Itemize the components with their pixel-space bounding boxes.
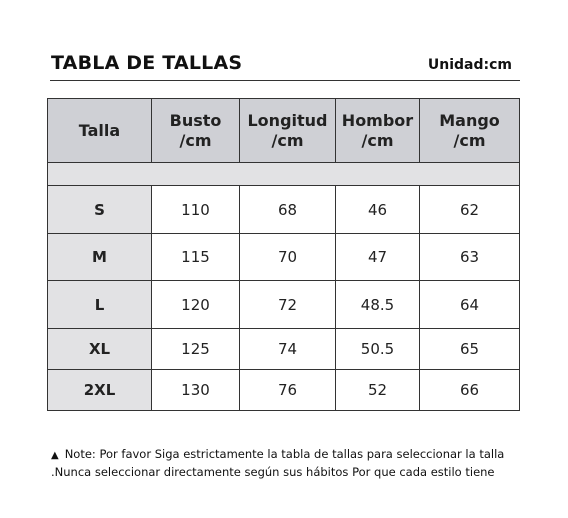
longitud-cell: 74 bbox=[240, 329, 336, 370]
busto-cell: 120 bbox=[152, 281, 240, 329]
table-header-row bbox=[48, 99, 520, 163]
table-row bbox=[48, 370, 520, 411]
mango-cell: 63 bbox=[420, 234, 520, 281]
page-title: TABLA DE TALLAS bbox=[51, 52, 243, 74]
size-cell: S bbox=[48, 186, 152, 234]
page-header bbox=[50, 52, 520, 81]
column-header-mango: Mango /cm bbox=[420, 99, 520, 163]
table-row bbox=[48, 234, 520, 281]
note-text-1: Note: Por favor Siga estrictamente la tabla de tallas para seleccionar la talla bbox=[64, 447, 505, 461]
hombor-cell: 47 bbox=[336, 234, 420, 281]
size-chart-table bbox=[47, 98, 520, 411]
mango-cell: 65 bbox=[420, 329, 520, 370]
warning-triangle-icon: ▲ bbox=[51, 450, 59, 461]
hombor-cell: 48.5 bbox=[336, 281, 420, 329]
size-cell: L bbox=[48, 281, 152, 329]
longitud-cell: 68 bbox=[240, 186, 336, 234]
longitud-cell: 76 bbox=[240, 370, 336, 411]
table-row bbox=[48, 281, 520, 329]
column-header-hombor: Hombor /cm bbox=[336, 99, 420, 163]
table-row bbox=[48, 329, 520, 370]
column-header-longitud: Longitud /cm bbox=[240, 99, 336, 163]
column-header-talla: Talla bbox=[48, 99, 152, 163]
busto-cell: 130 bbox=[152, 370, 240, 411]
mango-cell: 66 bbox=[420, 370, 520, 411]
spacer-cell bbox=[48, 163, 520, 186]
mango-cell: 62 bbox=[420, 186, 520, 234]
column-header-busto: Busto /cm bbox=[152, 99, 240, 163]
table-spacer-row bbox=[48, 163, 520, 186]
table-row bbox=[48, 186, 520, 234]
mango-cell: 64 bbox=[420, 281, 520, 329]
size-cell: 2XL bbox=[48, 370, 152, 411]
note-line-1 bbox=[51, 446, 551, 464]
hombor-cell: 52 bbox=[336, 370, 420, 411]
busto-cell: 110 bbox=[152, 186, 240, 234]
longitud-cell: 72 bbox=[240, 281, 336, 329]
busto-cell: 115 bbox=[152, 234, 240, 281]
busto-cell: 125 bbox=[152, 329, 240, 370]
hombor-cell: 46 bbox=[336, 186, 420, 234]
size-cell: M bbox=[48, 234, 152, 281]
longitud-cell: 70 bbox=[240, 234, 336, 281]
note-text-2: .Nunca seleccionar directamente según sus hábitos Por que cada estilo tiene bbox=[51, 465, 495, 479]
size-cell: XL bbox=[48, 329, 152, 370]
size-note bbox=[51, 446, 551, 481]
hombor-cell: 50.5 bbox=[336, 329, 420, 370]
unit-label: Unidad:cm bbox=[427, 57, 512, 73]
